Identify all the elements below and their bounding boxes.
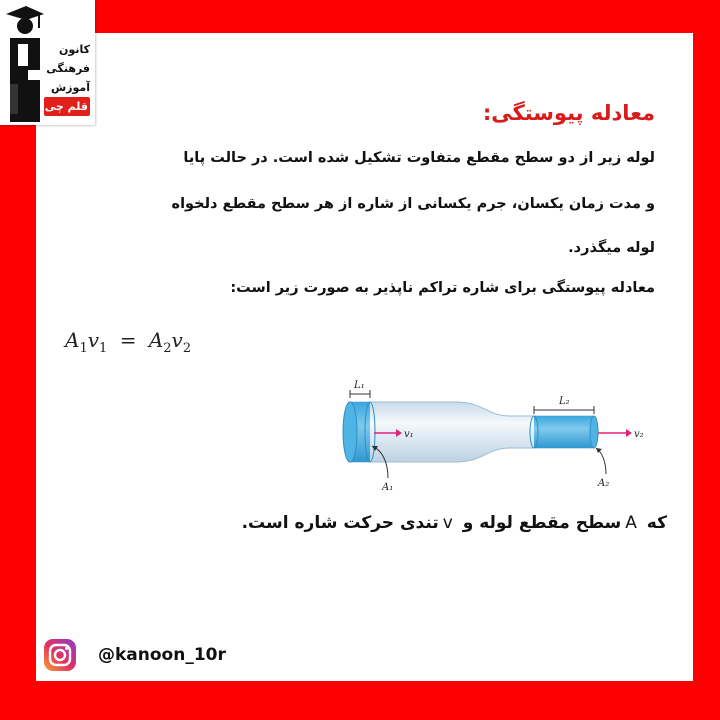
logo-line-1: کانون [59, 43, 90, 56]
logo-text [44, 40, 90, 116]
paragraph-line-4: معادله پیوستگی برای شاره تراکم ناپذیر به صورت زیر است: [230, 280, 655, 296]
formula-v2-sub: 2 [182, 341, 192, 356]
caption-symbol-a: A [625, 513, 637, 533]
page-title: معادله پیوستگی: [482, 101, 655, 125]
caption [242, 513, 667, 533]
paragraph-line-1: لوله زیر از دو سطح مقطع متفاوت تشکیل شده است. در حالت پایا [183, 150, 655, 166]
label-v1: v₁ [404, 429, 414, 440]
caption-part-1: که [646, 513, 667, 533]
logo-line-2: فرهنگی [46, 62, 90, 75]
paragraph-line-2: و مدت زمان یکسان، جرم یکسانی از شاره از هر سطح مقطع دلخواه [171, 196, 655, 212]
label-L2: L₂ [559, 396, 570, 407]
pipe-opening-wide [343, 402, 357, 462]
kanoon-logo [0, 0, 95, 125]
instagram-handle[interactable]: @kanoon_10r [98, 645, 226, 665]
paragraph-line-3: لوله میگذرد. [568, 240, 655, 256]
formula-equals: = [119, 328, 137, 352]
formula-v1-sub: 1 [99, 341, 108, 356]
fluid-segment-narrow [534, 416, 594, 448]
pipe-opening-narrow [590, 416, 598, 448]
label-A2: A₂ [598, 478, 610, 489]
label-L1: L₁ [354, 380, 365, 391]
caption-part-3: تندی حرکت شاره است. [241, 513, 439, 533]
formula-a2-sub: 2 [163, 341, 172, 356]
caption-symbol-v: v [442, 513, 453, 533]
continuity-formula [65, 328, 191, 356]
caption-part-2: سطح مقطع لوله و [462, 513, 622, 533]
instagram-icon[interactable] [42, 637, 78, 673]
formula-a1: A [65, 328, 80, 352]
logo-line-3: آموزش [51, 81, 90, 94]
label-A1: A₁ [382, 482, 394, 492]
content-card [36, 33, 693, 681]
label-v2: v₂ [634, 429, 644, 440]
formula-v1: v [87, 328, 100, 352]
graduate-figure-icon [4, 4, 44, 122]
formula-v2: v [171, 328, 183, 352]
logo-line-4: قلم چی [44, 97, 90, 116]
formula-a1-sub: 1 [79, 341, 88, 356]
pipe-diagram [336, 380, 666, 492]
formula-a2: A [148, 328, 164, 352]
